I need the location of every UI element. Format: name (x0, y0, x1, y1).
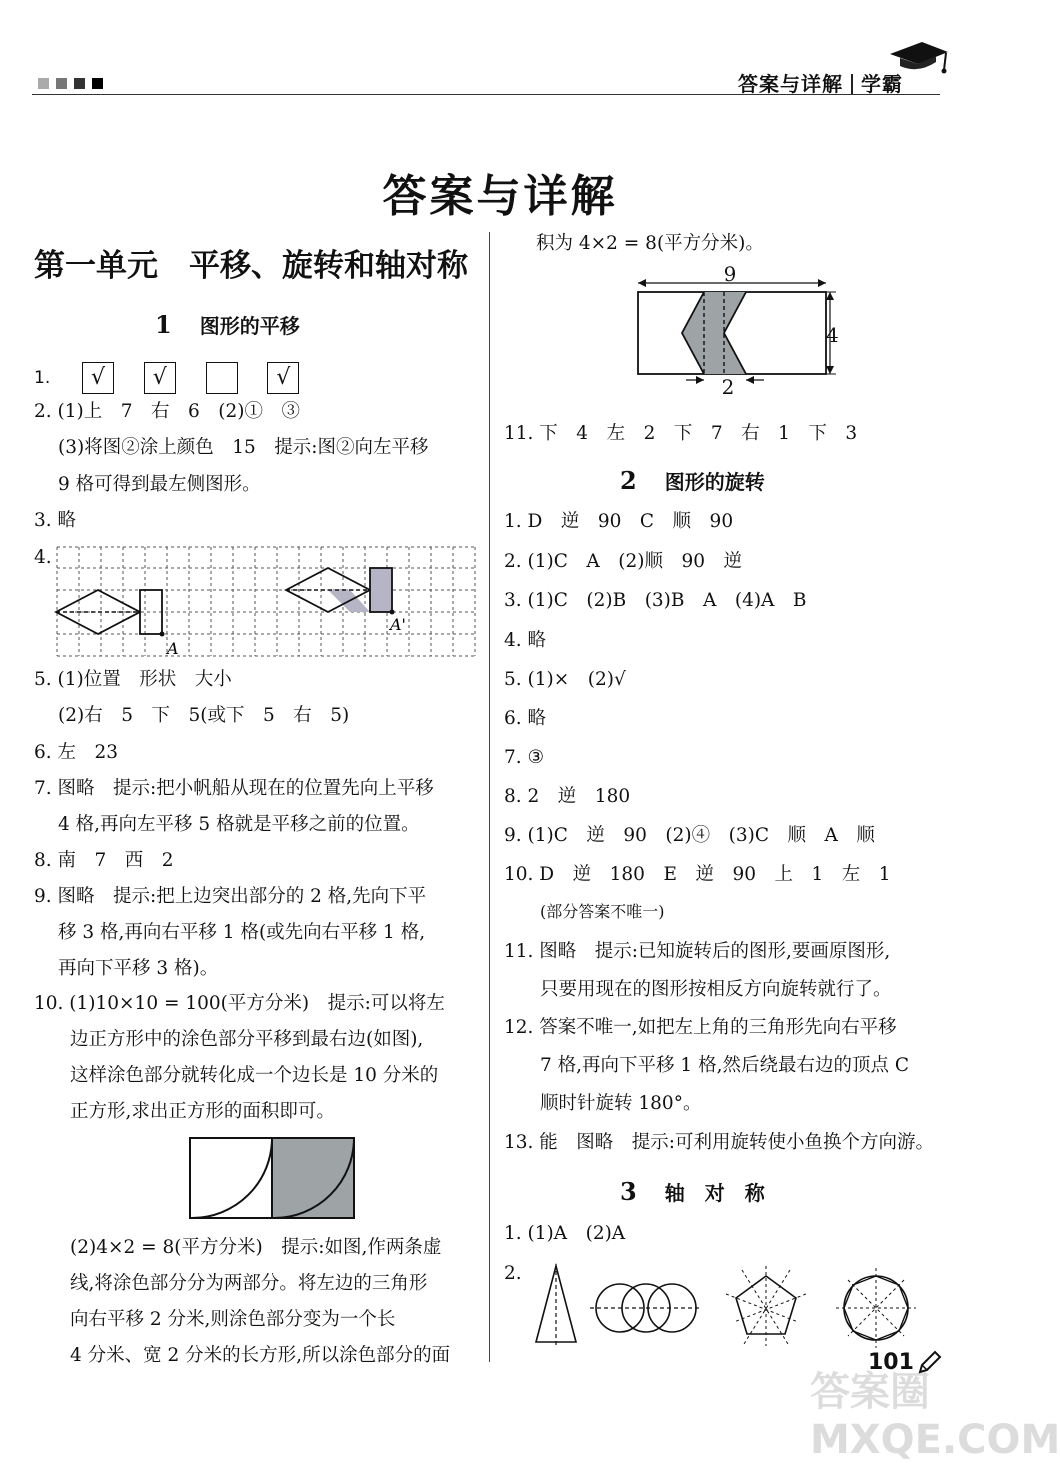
symmetry-figures (520, 1262, 940, 1348)
point-label-a2: A' (390, 615, 406, 634)
rotation-answer-10-note: (部分答案不唯一) (540, 902, 665, 921)
symmetry-answer-1: 1. (1)A (2)A (504, 1223, 626, 1244)
section-title-2 (620, 466, 765, 495)
answer-1 (34, 362, 299, 394)
symmetry-answer-2: 2. (504, 1263, 522, 1284)
watermark: 答案圈 MXQE.COM (810, 1369, 1060, 1463)
page-number: 101 (868, 1350, 914, 1375)
rotation-answer-1: 1. D 逆 90 C 顺 90 (504, 511, 734, 532)
answer-box (206, 362, 238, 394)
answer-box: √ (144, 362, 176, 394)
header-square (38, 78, 49, 89)
rotation-answer-5: 5. (1)× (2)√ (504, 669, 626, 690)
rotation-answer-9: 9. (1)C 逆 90 (2)④ (3)C 顺 A 顺 (504, 825, 875, 846)
section-title-3 (620, 1177, 765, 1206)
rotation-answer-12c: 顺时针旋转 180°。 (540, 1093, 702, 1114)
pencil-icon (916, 1350, 942, 1376)
answer-5b: (2)右 5 下 5(或下 5 右 5) (58, 705, 350, 726)
answer-10f: 线,将涂色部分分为两部分。将左边的三角形 (70, 1273, 428, 1294)
section-title-1 (155, 310, 300, 339)
square-figure (188, 1136, 358, 1220)
width-label: 9 (723, 262, 737, 286)
header-brand: 学霸 (861, 72, 903, 96)
bottom-label: 2 (721, 375, 735, 399)
answer-10e: (2)4×2 = 8(平方分米) 提示:如图,作两条虚 (70, 1237, 442, 1258)
section-number: 2 (620, 466, 637, 495)
question-label: 1. (34, 368, 51, 388)
answer-4-label: 4. (34, 547, 52, 568)
answer-6: 6. 左 23 (34, 742, 119, 763)
rotation-answer-2: 2. (1)C A (2)顺 90 逆 (504, 551, 742, 572)
answer-5a: 5. (1)位置 形状 大小 (34, 669, 232, 690)
answer-2b: (3)将图②涂上颜色 15 提示:图②向左平移 (58, 437, 429, 458)
unit-title: 第一单元 平移、旋转和轴对称 (34, 248, 468, 284)
answer-10d: 正方形,求出正方形的面积即可。 (70, 1101, 335, 1122)
rotation-answer-11b: 只要用现在的图形按相反方向旋转就行了。 (540, 979, 892, 1000)
rotation-answer-6: 6. 略 (504, 708, 547, 729)
rotation-answer-11a: 11. 图略 提示:已知旋转后的图形,要画原图形, (504, 941, 891, 962)
rectangle-figure (630, 262, 850, 400)
answer-10a: 10. (1)10×10 = 100(平方分米) 提示:可以将左 (34, 993, 445, 1014)
grid-figure (56, 546, 476, 660)
header-square (92, 78, 103, 89)
point-label-a: A (167, 639, 179, 658)
header-square (56, 78, 67, 89)
answer-7a: 7. 图略 提示:把小帆船从现在的位置先向上平移 (34, 778, 434, 799)
header-decoration (38, 78, 103, 89)
header-title (738, 68, 903, 97)
rotation-answer-7: 7. ③ (504, 747, 545, 768)
column-divider (489, 232, 490, 1362)
answer-10h: 4 分米、宽 2 分米的长方形,所以涂色部分的面 (70, 1345, 451, 1366)
answer-10b: 边正方形中的涂色部分平移到最右边(如图), (70, 1029, 424, 1050)
answer-10g: 向右平移 2 分米,则涂色部分变为一个长 (70, 1309, 396, 1330)
answer-8: 8. 南 7 西 2 (34, 850, 174, 871)
page-title: 答案与详解 (382, 171, 618, 222)
header-square (74, 78, 85, 89)
answer-9c: 再向下平移 3 格)。 (58, 958, 219, 979)
answer-9b: 移 3 格,再向右平移 1 格(或先向右平移 1 格, (58, 922, 426, 943)
answer-box: √ (82, 362, 114, 394)
rotation-answer-10: 10. D 逆 180 E 逆 90 上 1 左 1 (504, 864, 891, 885)
rotation-answer-13: 13. 能 图略 提示:可利用旋转使小鱼换个方向游。 (504, 1132, 935, 1153)
section-label: 图形的旋转 (664, 470, 765, 494)
answer-7b: 4 格,再向左平移 5 格就是平移之前的位置。 (58, 814, 420, 835)
section-label: 轴 对 称 (664, 1181, 765, 1205)
header-title-text: 答案与详解 (738, 72, 843, 96)
rotation-answer-4: 4. 略 (504, 630, 547, 651)
answer-box: √ (267, 362, 299, 394)
answer-3: 3. 略 (34, 510, 77, 531)
answer-10c: 这样涂色部分就转化成一个边长是 10 分米的 (70, 1065, 439, 1086)
section-label: 图形的平移 (199, 314, 300, 338)
answer-2a: 2. (1)上 7 右 6 (2)① ③ (34, 401, 300, 422)
rotation-answer-12a: 12. 答案不唯一,如把左上角的三角形先向右平移 (504, 1017, 897, 1038)
header-separator (851, 74, 853, 94)
answer-9a: 9. 图略 提示:把上边突出部分的 2 格,先向下平 (34, 886, 427, 907)
graduation-cap-icon (888, 40, 950, 80)
section-number: 1 (155, 310, 172, 339)
rotation-answer-3: 3. (1)C (2)B (3)B A (4)A B (504, 590, 807, 611)
rotation-answer-8: 8. 2 逆 180 (504, 786, 631, 807)
answer-11: 11. 下 4 左 2 下 7 右 1 下 3 (504, 423, 858, 444)
height-label: 4 (826, 323, 839, 347)
section-number: 3 (620, 1177, 637, 1206)
rotation-answer-12b: 7 格,再向下平移 1 格,然后绕最右边的顶点 C (540, 1055, 909, 1076)
answer-2c: 9 格可得到最左侧图形。 (58, 474, 261, 495)
answer-10-cont: 积为 4×2 = 8(平方分米)。 (536, 233, 764, 254)
